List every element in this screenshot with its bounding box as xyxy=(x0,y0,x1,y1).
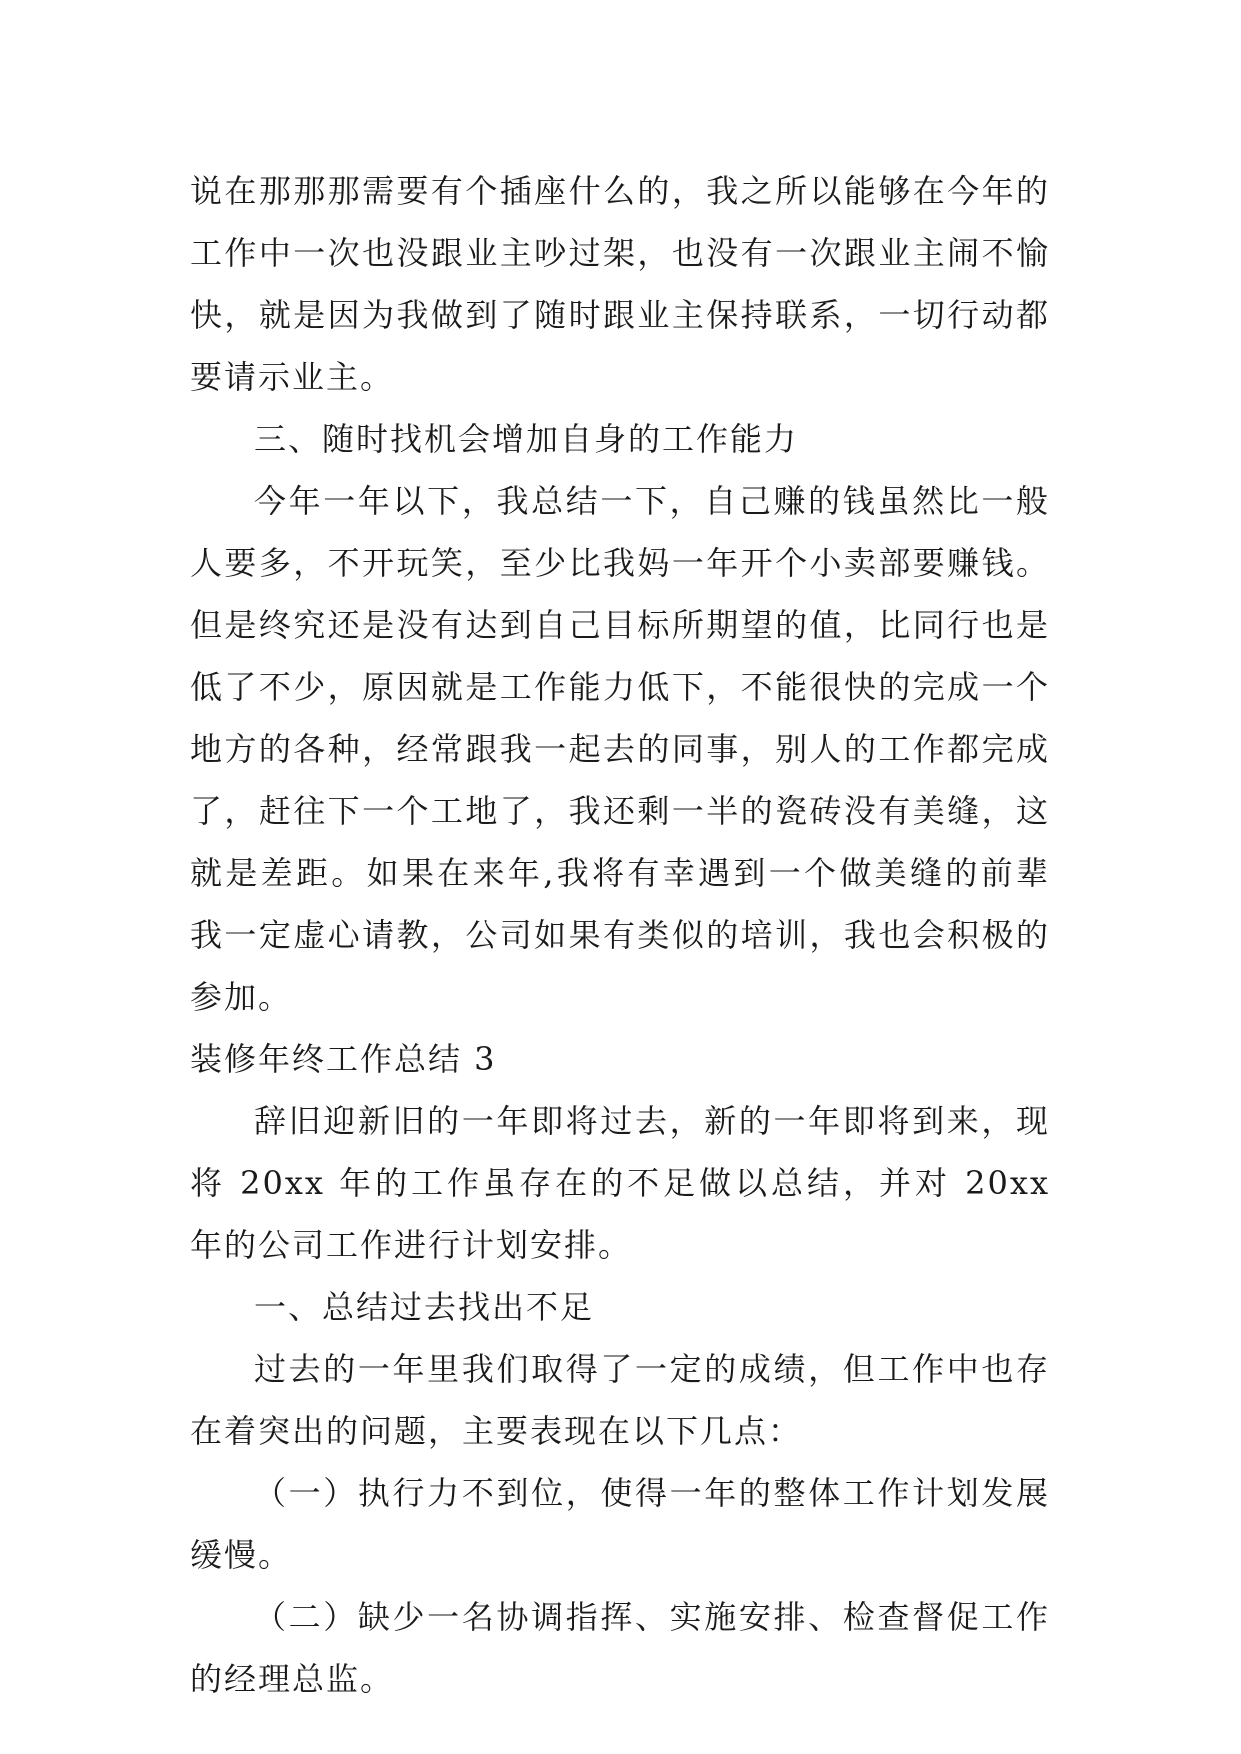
section-heading-three: 三、随时找机会增加自身的工作能力 xyxy=(254,420,799,458)
document-body xyxy=(190,160,1050,1710)
section-heading-one: 一、总结过去找出不足 xyxy=(254,1288,595,1326)
list-item-two: （二）缺少一名协调指挥、实施安排、检查督促工作的经理总监。 xyxy=(190,1598,1050,1698)
paragraph-intro: 辞旧迎新旧的一年即将过去，新的一年即将到来，现将 20xx 年的工作虽存在的不足做以总结，并对 20xx 年的公司工作进行计划安排。 xyxy=(190,1102,1050,1264)
paragraph-continuation: 说在那那那需要有个插座什么的，我之所以能够在今年的工作中一次也没跟业主吵过架，也没有一次跟业主闹不愉快，就是因为我做到了随时跟业主保持联系，一切行动都要请示业主。 xyxy=(190,172,1050,396)
paragraph-ability: 今年一年以下，我总结一下，自己赚的钱虽然比一般人要多，不开玩笑，至少比我妈一年开个小卖部要赚钱。但是终究还是没有达到自己目标所期望的值，比同行也是低了不少，原因就是工作能力低下，不能很快的完成一个地方的各种，经常跟我一起去的同事，别人的工作都完成了，赶往下一个工地了，我还剩一半的瓷砖没有美缝，这就是差距。如果在来年,我将有幸遇到一个做美缝的前辈我一定虚心请教，公司如果有类似的培训，我也会积极的参加。 xyxy=(190,482,1050,1016)
paragraph-problems: 过去的一年里我们取得了一定的成绩，但工作中也存在着突出的问题，主要表现在以下几点： xyxy=(190,1350,1050,1450)
list-item-one: （一）执行力不到位，使得一年的整体工作计划发展缓慢。 xyxy=(190,1474,1050,1574)
document-title-3: 装修年终工作总结 3 xyxy=(190,1040,497,1078)
